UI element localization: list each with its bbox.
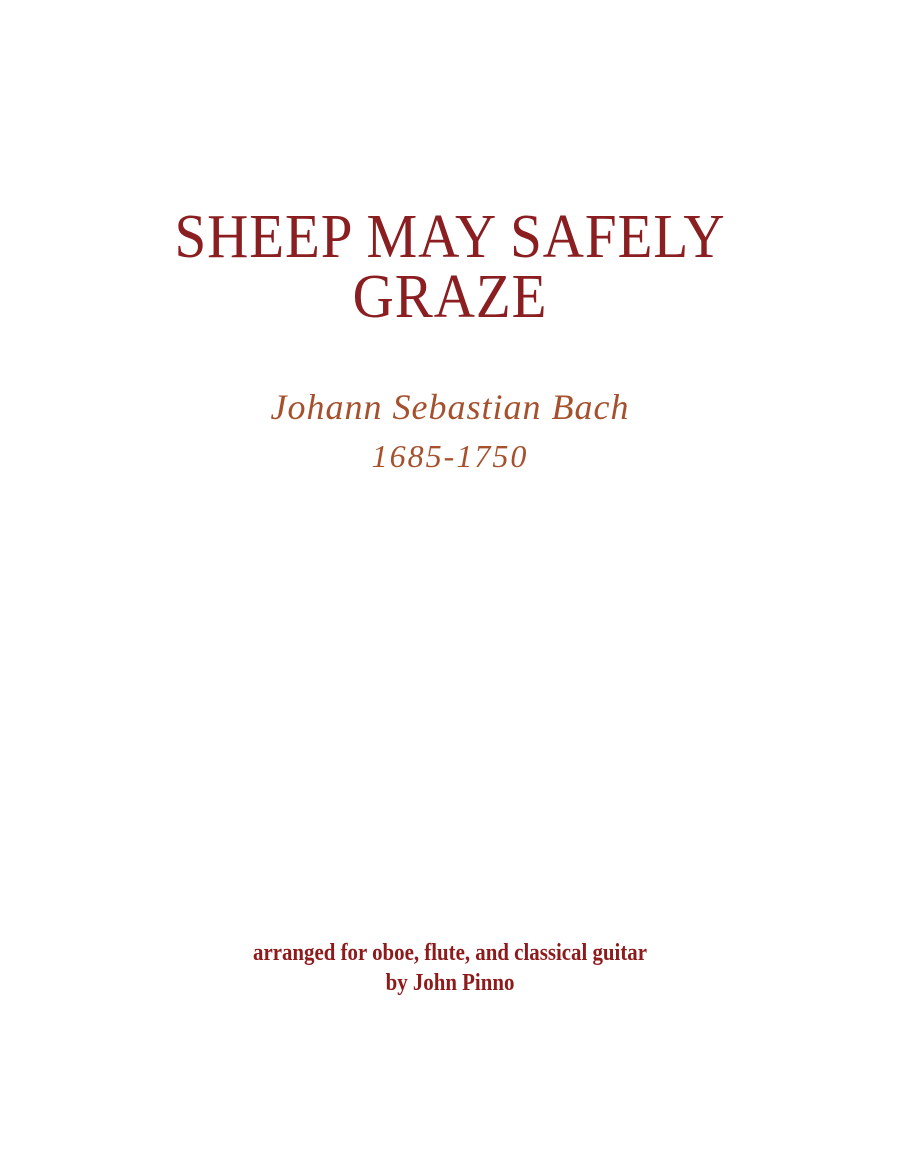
- arranger-credit-line: by John Pinno: [385, 970, 515, 996]
- arrangement-credits: [59, 938, 842, 998]
- composer-name: Johann Sebastian Bach: [270, 387, 630, 427]
- arrangement-credit-line: arranged for oboe, flute, and classical guitar: [252, 940, 647, 966]
- piece-title-line-1: SHEEP MAY SAFELY: [174, 203, 726, 271]
- piece-title-line-2: GRAZE: [352, 263, 548, 331]
- composer-dates: 1685-1750: [371, 438, 529, 474]
- piece-title: [36, 203, 864, 331]
